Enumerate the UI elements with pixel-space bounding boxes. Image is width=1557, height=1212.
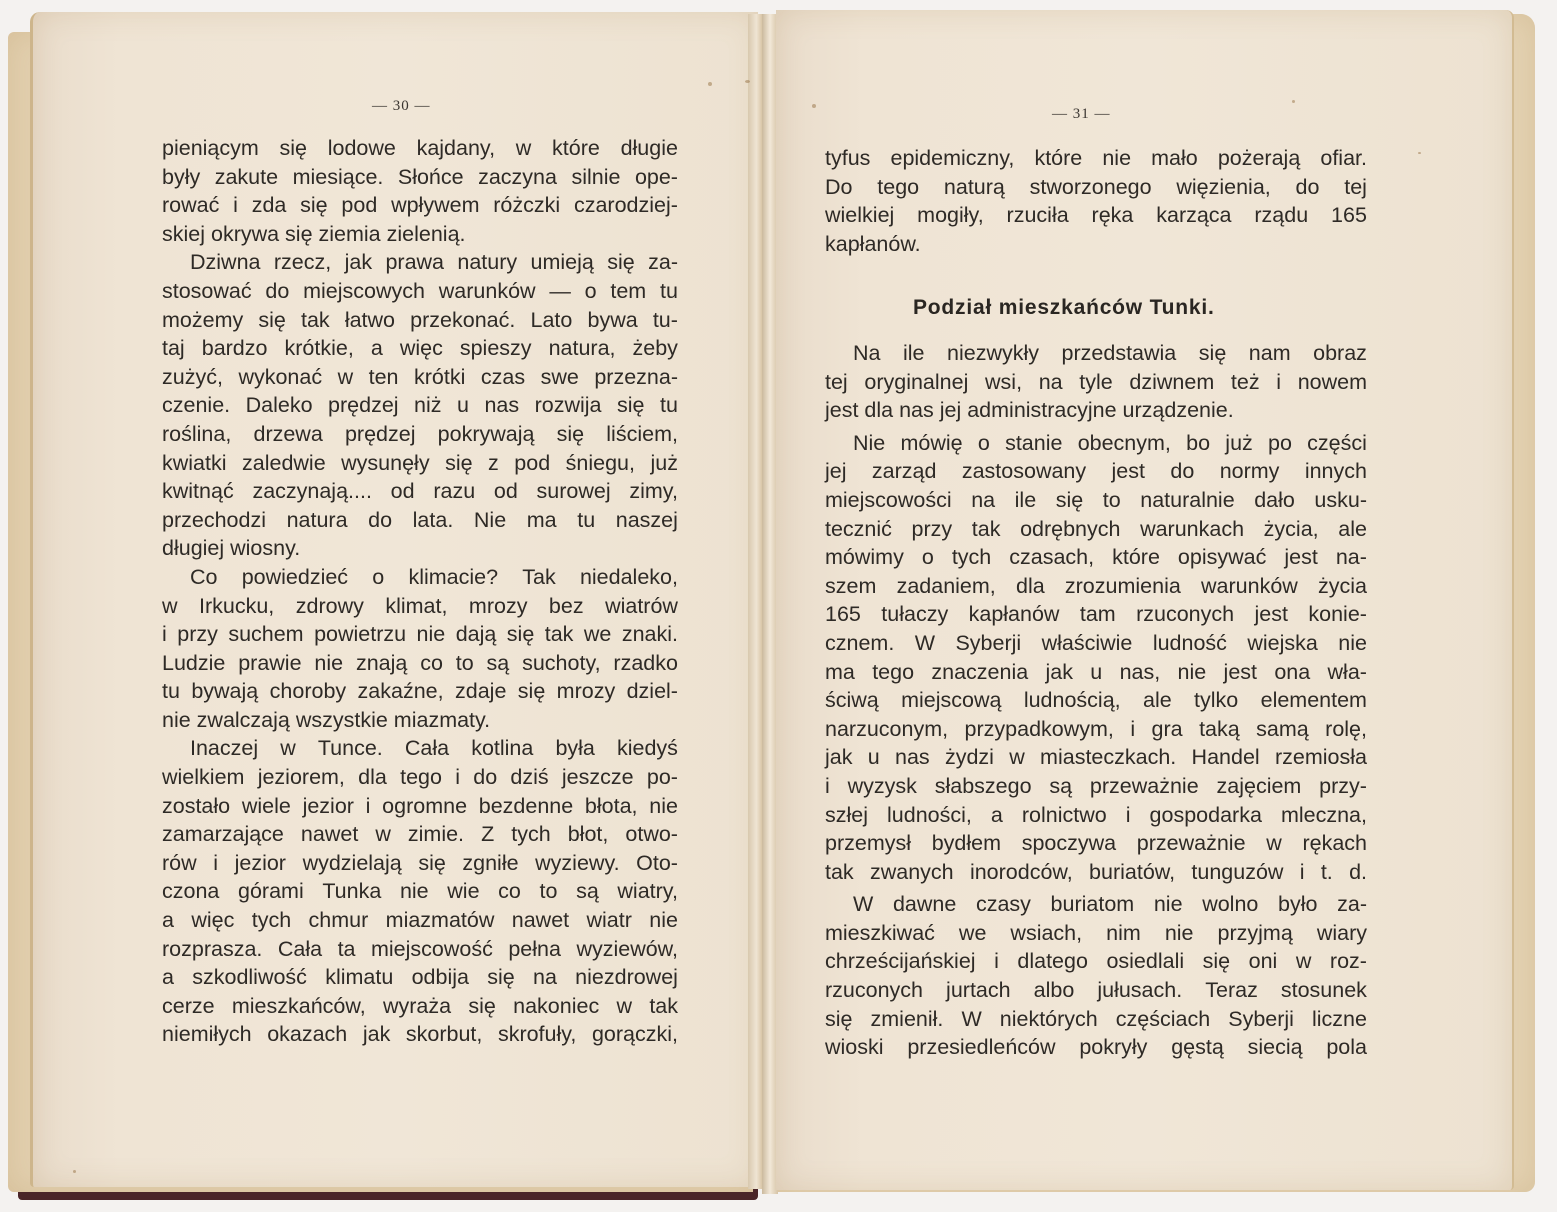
right-page-intro-text [825,144,1367,258]
paper-speck [708,82,712,86]
text-line: taj bardzo krótkie, a więc spieszy natura, żeby [162,336,678,361]
right-page-text [825,339,1367,1062]
text-line: były zakute miesiące. Słońce zaczyna silnie ope- [162,164,678,189]
text-line: i wyzysk słabszego są przeważnie zajęciem przy- [825,773,1367,798]
section-heading: Podział mieszkańców Tunki. [913,296,1215,319]
text-line: cerze mieszkańców, wyraża się nakoniec w tak [162,993,678,1018]
text-line: wioski przesiedleńców pokryły gęstą siecią pola [825,1035,1367,1060]
text-line: jak u nas żydzi w miasteczkach. Handel rzemiosła [825,745,1367,770]
text-line: W dawne czasy buriatom nie wolno było za- [853,892,1367,917]
text-line: stosować do miejscowych warunków — o tem tu [162,278,678,303]
left-page-number: — 30 — [372,98,431,114]
text-line: Nie mówię o stanie obecnym, bo już po części [853,430,1367,455]
text-line: tecznić przy tak odrębnych warunkach życia, ale [825,516,1367,541]
text-line: zużyć, wykonać w ten krótki czas swe przezna- [162,364,678,389]
text-line: szem zadaniem, dla zrozumienia warunków życia [825,573,1367,598]
text-line: jest dla nas jej administracyjne urządzenie. [825,398,1234,423]
text-line: pieniącym się lodowe kajdany, w które długie [162,136,678,160]
text-line: się zmienił. W niektórych częściach Syberji liczne [825,1006,1367,1031]
text-line: zamarzające nawet w zimie. Z tych błot, otwo- [162,822,678,847]
text-line: mówimy o tych czasach, które opisywać jest na- [825,545,1367,570]
text-line: czona górami Tunka nie wie co to są wiatry, [162,879,678,904]
text-line: tyfus epidemiczny, które nie mało pożerają ofiar. [825,146,1367,170]
text-line: ściwą miejscową ludnością, ale tylko elementem [825,688,1367,713]
paper-speck [73,1170,76,1173]
text-line: Co powiedzieć o klimacie? Tak niedaleko, [190,564,678,589]
text-line: ma tego znaczenia jak u nas, nie jest ona wła- [825,659,1367,684]
text-line: kwitnąć zaczynają.... od razu od surowej zimy, [162,479,678,504]
text-line: szłej ludności, a rolnictwo i gospodarka mleczna, [825,802,1367,827]
text-line: jej zarząd zastosowany jest do normy innych [825,459,1367,484]
text-line: zostało wiele jezior i ogromne bezdenne błota, nie [162,793,678,818]
text-line: kapłanów. [825,231,921,256]
text-line: i przy suchem powietrzu nie dają się tak we znaki. [162,622,678,647]
left-page-text [162,134,678,1049]
text-line: roślina, drzewa prędzej pokrywają się liściem, [162,421,678,446]
text-line: miejscowości na ile się to naturalnie dało usku- [825,487,1367,512]
text-line: Inaczej w Tunce. Cała kotlina była kiedyś [190,736,678,761]
text-line: Ludzie prawie nie znają co to są suchoty, rzadko [162,650,678,675]
text-line: niemiłych okazach jak skorbut, skrofuły, gorączki, [162,1022,678,1047]
text-line: rzuconych jurtach albo jułusach. Teraz stosunek [825,978,1367,1003]
text-line: a więc tych chmur miazmatów nawet wiatr nie [162,908,678,933]
text-line: nie zwalczają wszystkie miazmaty. [162,707,491,732]
paper-speck [812,104,816,108]
paper-speck [1418,152,1421,154]
text-line: Na ile niezwykły przedstawia się nam obraz [853,341,1367,365]
text-line: wielkiem jeziorem, dla tego i do dziś jeszcze po- [162,765,678,790]
text-line: tak zwanych inorodców, buriatów, tunguzów i t. d. [825,859,1367,884]
text-line: czenie. Daleko prędzej niż u nas rozwija się tu [162,393,678,418]
text-line: cznem. W Syberji właściwie ludność wiejska nie [825,630,1367,655]
text-line: 165 tułaczy kapłanów tam rzuconych jest konie- [825,602,1367,627]
text-line: przechodzi natura do lata. Nie ma tu naszej [162,507,678,532]
text-line: w Irkucku, zdrowy klimat, mrozy bez wiatrów [162,593,678,618]
text-line: mieszkiwać we wsiach, nim nie przyjmą wiary [825,920,1367,945]
text-line: długiej wiosny. [162,536,301,561]
text-line: rować i zda się pod wpływem różczki czarodziej- [162,193,678,218]
text-line: narzuconym, przypadkowym, i gra taką samą rolę, [825,716,1367,741]
paper-speck [745,80,750,83]
paper-speck [1292,100,1295,103]
text-line: rów i jezior wydzielają się zgniłe wyziewy. Oto- [162,850,678,875]
text-line: kwiatki zaledwie wysunęły się z pod śniegu, już [162,450,678,475]
text-line: rozprasza. Cała ta miejscowość pełna wyziewów, [162,936,678,961]
text-line: a szkodliwość klimatu odbija się na niezdrowej [162,965,678,990]
text-line: tu bywają choroby zakaźne, zdaje się mrozy dziel- [162,679,678,704]
text-line: skiej okrywa się ziemia zielenią. [162,221,466,246]
text-line: możemy się tak łatwo przekonać. Lato bywa tu- [162,307,678,332]
text-line: przemysł bydłem spoczywa przeważnie w rękach [825,831,1367,856]
text-line: chrześcijańskiej i dlatego osiedlali się oni w roz- [825,949,1367,974]
left-gutter [748,14,762,1189]
text-line: tej oryginalnej wsi, na tyle dziwnem też i nowem [825,369,1367,394]
text-line: wielkiej mogiły, rzuciła ręka karząca rządu 165 [825,203,1367,228]
right-page-number: — 31 — [1052,106,1111,122]
text-line: Dziwna rzecz, jak prawa natury umieją się za- [190,250,678,275]
text-line: Do tego naturą stworzonego więzienia, do tej [825,174,1367,199]
